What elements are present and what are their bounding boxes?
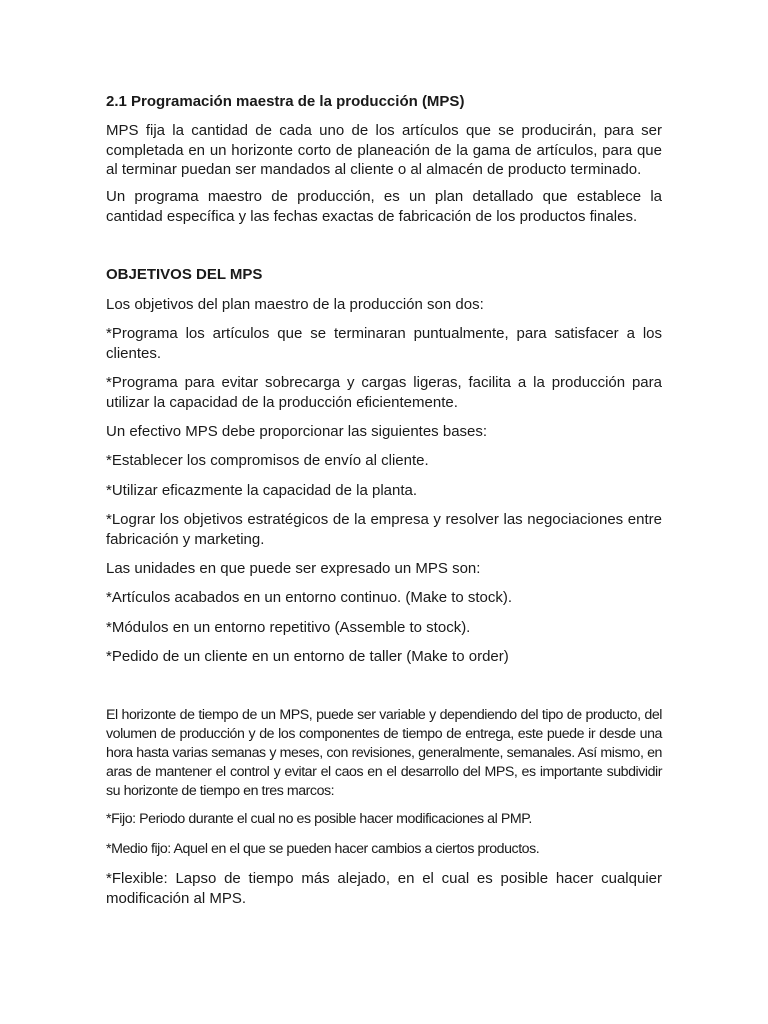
objective-item-2: *Programa para evitar sobrecarga y cargas ligeras, facilita a la producción para utilizar la capacidad de la producción eficientemente. bbox=[106, 374, 662, 411]
base-item-1: *Establecer los compromisos de envío al cliente. bbox=[106, 452, 429, 469]
bases-intro: Un efectivo MPS debe proporcionar las siguientes bases: bbox=[106, 423, 488, 440]
intro-paragraph-2: Un programa maestro de producción, es un plan detallado que establece la cantidad específica y las fechas exactas de fabricación de los productos finales. bbox=[106, 188, 662, 225]
objectives-heading: OBJETIVOS DEL MPS bbox=[106, 266, 263, 283]
base-item-2: *Utilizar eficazmente la capacidad de la planta. bbox=[106, 482, 418, 499]
frame-item-flexible: *Flexible: Lapso de tiempo más alejado, en el cual es posible hacer cualquier modificación al MPS. bbox=[106, 870, 662, 907]
frame-item-fijo: *Fijo: Periodo durante el cual no es posible hacer modificaciones al PMP. bbox=[106, 811, 532, 827]
horizon-paragraph: El horizonte de tiempo de un MPS, puede ser variable y dependiendo del tipo de producto, del volumen de producción y de los componentes de tiempo de entrega, este puede ir desde una hora hasta varias semanas y meses, con revisiones, generalmente, semanales. Así mismo, en aras de mantener el control y evitar el caos en el desarrollo del MPS, es importante subdividir su horizonte de tiempo en tres marcos: bbox=[106, 707, 662, 799]
section-title: 2.1 Programación maestra de la producción (MPS) bbox=[106, 93, 465, 110]
objectives-intro: Los objetivos del plan maestro de la producción son dos: bbox=[106, 296, 484, 313]
unit-item-2: *Módulos en un entorno repetitivo (Assemble to stock). bbox=[106, 619, 471, 636]
frame-item-medio-fijo: *Medio fijo: Aquel en el que se pueden hacer cambios a ciertos productos. bbox=[106, 841, 540, 857]
units-intro: Las unidades en que puede ser expresado un MPS son: bbox=[106, 560, 481, 577]
base-item-3: *Lograr los objetivos estratégicos de la empresa y resolver las negociaciones entre fabricación y marketing. bbox=[106, 511, 662, 548]
unit-item-3: *Pedido de un cliente en un entorno de taller (Make to order) bbox=[106, 648, 509, 665]
objective-item-1: *Programa los artículos que se terminaran puntualmente, para satisfacer a los clientes. bbox=[106, 325, 662, 362]
unit-item-1: *Artículos acabados en un entorno continuo. (Make to stock). bbox=[106, 589, 513, 606]
intro-paragraph-1: MPS fija la cantidad de cada uno de los artículos que se producirán, para ser completada en un horizonte corto de planeación de la gama de artículos, para que al terminar puedan ser mandados al cliente o al almacén de producto terminado. bbox=[106, 122, 662, 178]
